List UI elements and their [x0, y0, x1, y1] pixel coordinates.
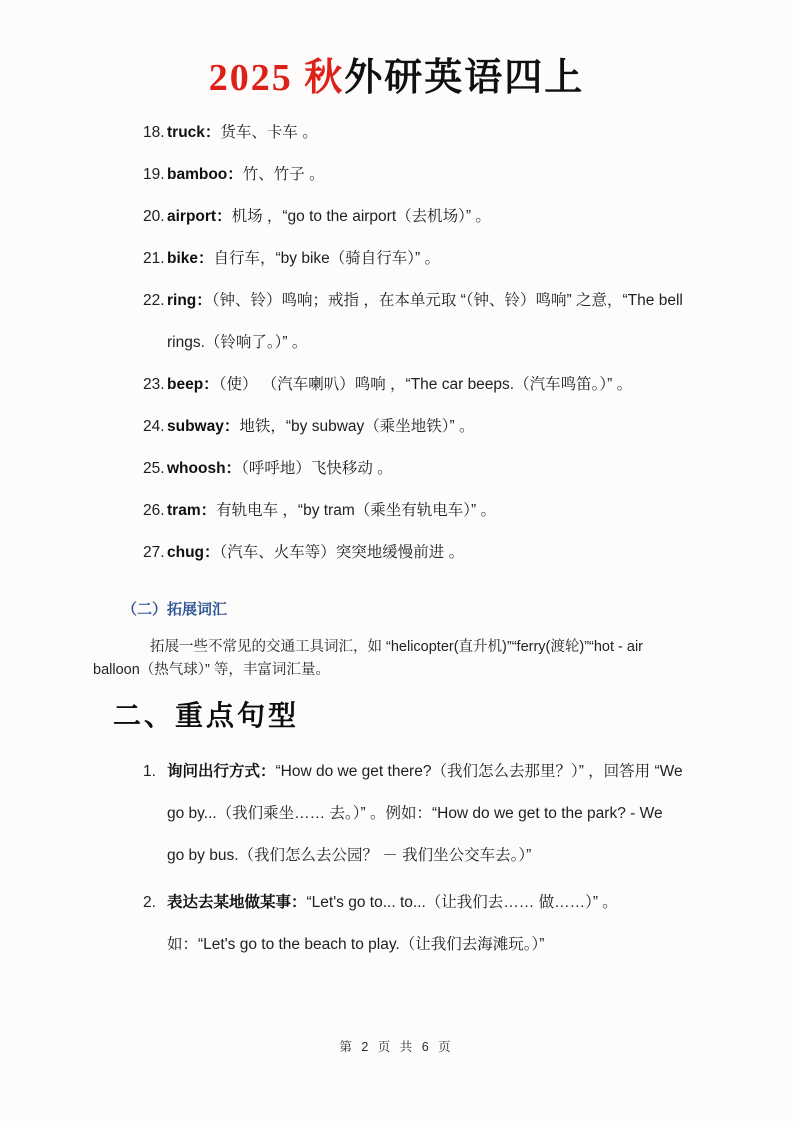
vocab-item-definition: 竹、竹子 。 [242, 166, 325, 183]
vocab-item-number: 19. [143, 166, 165, 183]
vocab-item-number: 26. [143, 502, 165, 519]
vocab-item-content [167, 154, 683, 196]
sentence-item-lead: 询问出行方式： [167, 763, 276, 780]
sentence-item-content [167, 882, 683, 966]
vocab-item-content [167, 112, 683, 154]
vocab-item [143, 112, 683, 154]
vocab-item-number: 24. [143, 418, 165, 435]
vocab-item-definition: （汽车、火车等）突突地缓慢前进 。 [219, 544, 465, 561]
vocab-item-number: 21. [143, 250, 165, 267]
vocab-item [143, 280, 683, 364]
vocab-item-word: bike： [167, 250, 214, 267]
vocab-item-word: subway： [167, 418, 240, 435]
vocab-item-word: whoosh： [167, 460, 242, 477]
page-title-red: 2025 秋 [208, 57, 345, 99]
vocab-item [143, 196, 683, 238]
vocab-item-number: 18. [143, 124, 165, 141]
sentence-item [143, 751, 683, 877]
sentence-item-text: “Let's go to... to...（让我们去…… 做……）” 。如：“Let's go to the beach to play.（让我们去海滩玩。）” [167, 894, 618, 953]
vocab-item-word: bamboo： [167, 166, 243, 183]
vocab-item-content [167, 406, 683, 448]
vocab-item-definition: （呼呼地）飞快移动 。 [241, 460, 393, 477]
vocab-item-definition: 地铁，“by subway（乘坐地铁）” 。 [239, 418, 475, 435]
expansion-paragraph: 拓展一些不常见的交通工具词汇，如 “helicopter(直升机)”“ferry(渡轮)”“hot - air balloon（热气球）” 等，丰富词汇量。 [93, 639, 644, 678]
vocab-item [143, 532, 683, 574]
sentence-item-number: 2. [143, 894, 156, 911]
vocab-item-word: tram： [167, 502, 217, 519]
vocab-item-content [167, 280, 683, 364]
vocab-item [143, 364, 683, 406]
page-title-black: 外研英语四上 [344, 57, 585, 99]
sentence-item [143, 882, 683, 966]
vocab-item [143, 448, 683, 490]
sentence-item-number: 1. [143, 763, 156, 780]
sentence-item-content [167, 751, 683, 877]
sentence-item-lead: 表达去某地做某事： [167, 894, 307, 911]
page-number: 第 2 页 共 6 页 [339, 1040, 454, 1054]
vocab-item-word: ring： [167, 292, 212, 309]
vocab-item-definition: 货车、卡车 。 [220, 124, 318, 141]
vocab-item [143, 238, 683, 280]
vocab-item-content [167, 196, 683, 238]
vocab-item-number: 27. [143, 544, 165, 561]
vocab-item-number: 23. [143, 376, 165, 393]
vocab-item-definition: 自行车，“by bike（骑自行车）” 。 [213, 250, 441, 267]
vocab-item-content [167, 490, 683, 532]
vocab-item-word: truck： [167, 124, 221, 141]
vocab-item-content [167, 448, 683, 490]
vocab-item-definition: 机场 ，“go to the airport（去机场）” 。 [231, 208, 491, 225]
vocab-item-definition: 有轨电车 ，“by tram（乘坐有轨电车）” 。 [216, 502, 496, 519]
sentence-list [143, 751, 683, 966]
expansion-subheading: （二）拓展词汇 [122, 601, 228, 618]
vocab-item [143, 490, 683, 532]
vocab-item-number: 25. [143, 460, 165, 477]
vocab-item-definition: （使） （汽车喇叭）鸣响 ，“The car beeps.（汽车鸣笛。）” 。 [218, 376, 633, 393]
page-title [0, 55, 793, 101]
vocab-item [143, 406, 683, 448]
vocab-item-content [167, 238, 683, 280]
sentence-item-text: “How do we get there?（我们怎么去那里？）” ，回答用 “We go by...（我们乘坐…… 去。）” 。例如：“How do we get to the park? - We go by bus.（我们怎么去公园？ － 我们坐公交车去。）” [167, 763, 683, 864]
vocab-item-content [167, 532, 683, 574]
key-sentences-heading: 二、重点句型 [113, 700, 300, 731]
vocab-list [143, 112, 683, 574]
vocab-item [143, 154, 683, 196]
vocab-item-word: beep： [167, 376, 219, 393]
vocab-item-word: airport： [167, 208, 232, 225]
vocab-item-content [167, 364, 683, 406]
vocab-item-number: 22. [143, 292, 165, 309]
vocab-item-number: 20. [143, 208, 165, 225]
vocab-item-word: chug： [167, 544, 220, 561]
vocab-item-definition: （钟、铃）鸣响；戒指 ，在本单元取 “（钟、铃）鸣响” 之意，“The bell rings.（铃响了。）” 。 [167, 292, 683, 351]
